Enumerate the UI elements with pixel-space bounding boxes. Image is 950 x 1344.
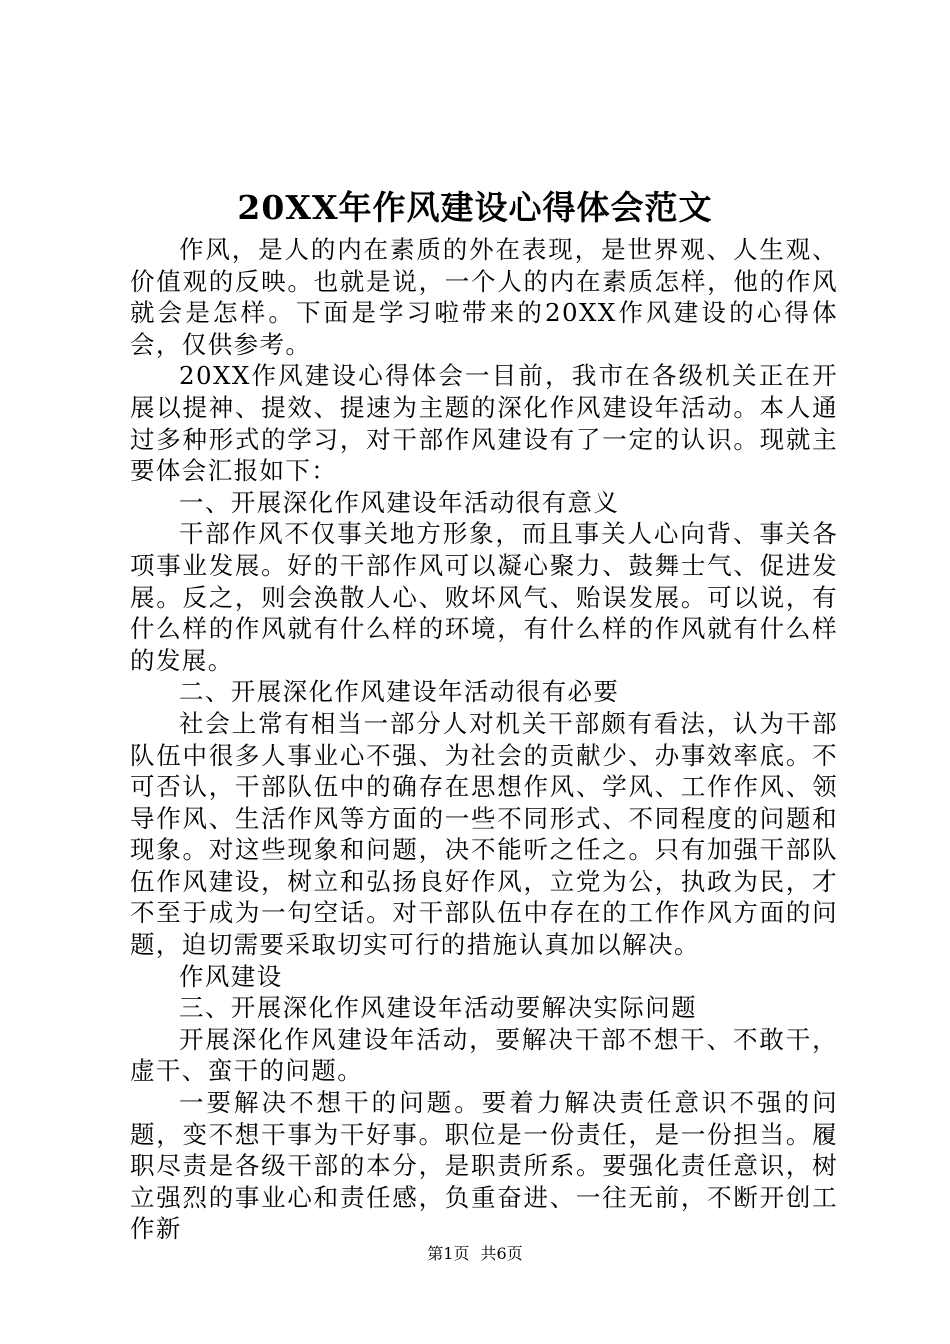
section-heading: 一、开展深化作风建设年活动很有意义 (179, 487, 620, 517)
section-heading: 三、开展深化作风建设年活动要解决实际问题 (179, 993, 697, 1023)
page-footer (0, 1243, 950, 1265)
paragraph: 20XX作风建设心得体会一目前，我市在各级机关正在开展以提神、提效、提速为主题的深化作风建设年活动。本人通过多种形式的学习，对干部作风建设有了一定的认识。现就主要体会汇报如下： (130, 361, 838, 486)
paragraph: 作风，是人的内在素质的外在表现，是世界观、人生观、价值观的反映。也就是说，一个人的内在素质怎样，他的作风就会是怎样。下面是学习啦带来的20XX作风建设的心得体会，仅供参考。 (130, 235, 838, 359)
paragraph: 社会上常有相当一部分人对机关干部颇有看法，认为干部队伍中很多人事业心不强、为社会的贡献少、办事效率底。不可否认，干部队伍中的确存在思想作风、学风、工作作风、领导作风、生活作风等方面的一些不同形式、不同程度的问题和现象。对这些现象和问题，决不能听之任之。只有加强干部队伍作风建设，树立和弘扬良好作风，立党为公，执政为民，才不至于成为一句空话。对干部队伍中存在的工作作风方面的问题，迫切需要采取切实可行的措施认真加以解决。 (130, 708, 838, 960)
paragraph: 作风建设 (179, 961, 283, 991)
paragraph: 开展深化作风建设年活动，要解决干部不想干、不敢干，虚干、蛮干的问题。 (130, 1024, 838, 1086)
paragraph: 一要解决不想干的问题。要着力解决责任意识不强的问题，变不想干事为干好事。职位是一份责任，是一份担当。履职尽责是各级干部的本分，是职责所系。要强化责任意识，树立强烈的事业心和责任感，负重奋进、一往无前，不断开创工作新 (130, 1088, 838, 1244)
page-total: 共6页 (480, 1244, 523, 1263)
document-body (130, 234, 838, 1245)
document-title: 20XX年作风建设心得体会范文 (237, 188, 713, 227)
page-number: 第1页 (427, 1244, 470, 1263)
paragraph: 干部作风不仅事关地方形象，而且事关人心向背、事关各项事业发展。好的干部作风可以凝心聚力、鼓舞士气、促进发展。反之，则会涣散人心、败坏风气、贻误发展。可以说，有什么样的作风就有什么样的环境，有什么样的作风就有什么样的发展。 (130, 519, 838, 675)
section-heading: 二、开展深化作风建设年活动很有必要 (179, 677, 620, 707)
